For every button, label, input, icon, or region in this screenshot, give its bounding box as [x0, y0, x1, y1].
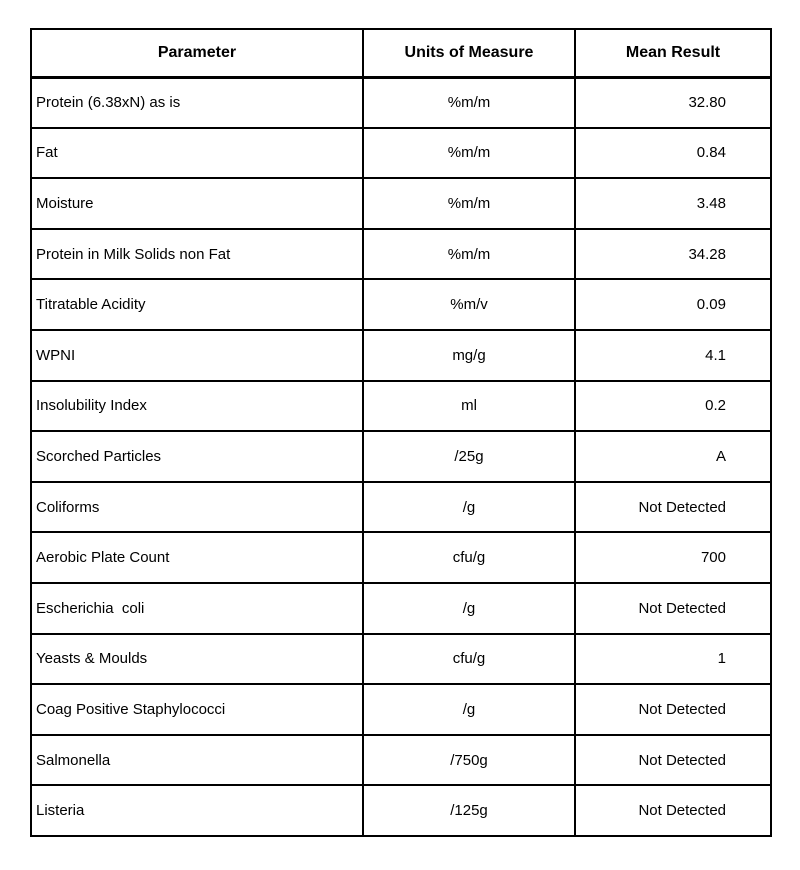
table-row: [31, 583, 771, 634]
parameter-cell: Titratable Acidity: [31, 279, 363, 330]
result-cell: 1: [575, 634, 771, 685]
units-cell: /125g: [363, 785, 575, 836]
units-cell: cfu/g: [363, 634, 575, 685]
result-cell: Not Detected: [575, 785, 771, 836]
parameter-cell: Fat: [31, 128, 363, 179]
units-cell: /g: [363, 482, 575, 533]
column-header-mean-result: Mean Result: [575, 29, 771, 77]
table-row: [31, 684, 771, 735]
table-row: [31, 482, 771, 533]
parameter-cell: Escherichia coli: [31, 583, 363, 634]
parameter-cell: Scorched Particles: [31, 431, 363, 482]
units-cell: %m/v: [363, 279, 575, 330]
parameter-cell: Coliforms: [31, 482, 363, 533]
parameter-cell: Protein in Milk Solids non Fat: [31, 229, 363, 280]
table-row: [31, 279, 771, 330]
column-header-units: Units of Measure: [363, 29, 575, 77]
table-row: [31, 735, 771, 786]
units-cell: /750g: [363, 735, 575, 786]
table-row: [31, 785, 771, 836]
units-cell: /g: [363, 583, 575, 634]
parameter-cell: Protein (6.38xN) as is: [31, 77, 363, 128]
parameter-cell: Coag Positive Staphylococci: [31, 684, 363, 735]
units-cell: %m/m: [363, 229, 575, 280]
parameter-cell: Aerobic Plate Count: [31, 532, 363, 583]
results-table: [30, 28, 772, 837]
result-cell: 34.28: [575, 229, 771, 280]
parameter-cell: Yeasts & Moulds: [31, 634, 363, 685]
units-cell: %m/m: [363, 178, 575, 229]
units-cell: %m/m: [363, 128, 575, 179]
table-row: [31, 178, 771, 229]
result-cell: 0.09: [575, 279, 771, 330]
units-cell: cfu/g: [363, 532, 575, 583]
result-cell: 0.2: [575, 381, 771, 432]
result-cell: Not Detected: [575, 482, 771, 533]
column-header-parameter: Parameter: [31, 29, 363, 77]
units-cell: mg/g: [363, 330, 575, 381]
parameter-cell: Listeria: [31, 785, 363, 836]
result-cell: Not Detected: [575, 735, 771, 786]
result-cell: Not Detected: [575, 583, 771, 634]
result-cell: A: [575, 431, 771, 482]
result-cell: 700: [575, 532, 771, 583]
parameter-cell: Insolubility Index: [31, 381, 363, 432]
parameter-cell: WPNI: [31, 330, 363, 381]
result-cell: 3.48: [575, 178, 771, 229]
table-row: [31, 229, 771, 280]
units-cell: ml: [363, 381, 575, 432]
table-row: [31, 634, 771, 685]
table-row: [31, 431, 771, 482]
units-cell: /g: [363, 684, 575, 735]
units-cell: %m/m: [363, 77, 575, 128]
parameter-cell: Salmonella: [31, 735, 363, 786]
table-row: [31, 532, 771, 583]
table-row: [31, 128, 771, 179]
result-cell: 32.80: [575, 77, 771, 128]
table-row: [31, 330, 771, 381]
result-cell: 0.84: [575, 128, 771, 179]
table-row: [31, 381, 771, 432]
units-cell: /25g: [363, 431, 575, 482]
table-row: [31, 77, 771, 128]
parameter-cell: Moisture: [31, 178, 363, 229]
header-row: [31, 29, 771, 77]
result-cell: Not Detected: [575, 684, 771, 735]
result-cell: 4.1: [575, 330, 771, 381]
